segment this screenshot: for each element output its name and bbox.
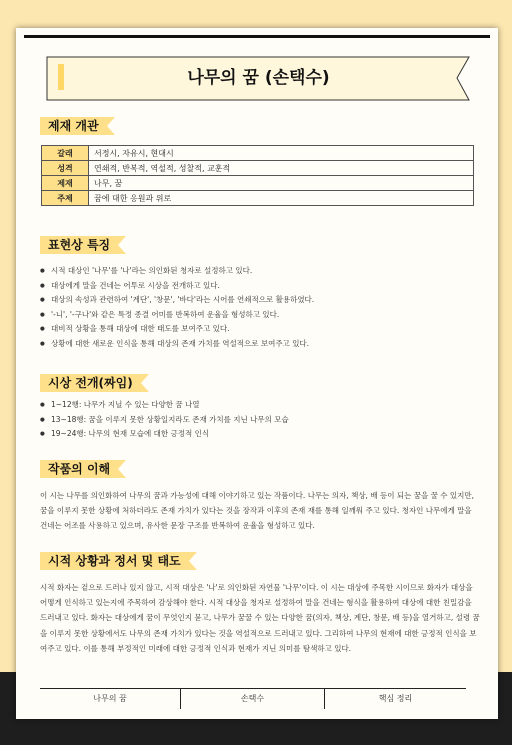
- section-heading-understanding: 작품의 이해: [40, 460, 118, 478]
- section-heading-development: 시상 전개(짜임): [40, 374, 141, 392]
- development-list: [40, 398, 289, 442]
- list-item: ● '-니', '-구나'와 같은 특정 종결 어미를 반복하여 운율을 형성하고 있다.: [40, 308, 314, 323]
- table-row: [42, 191, 474, 206]
- list-item: ● 시적 대상인 '나무'를 '나'라는 의인화된 청자로 설정하고 있다.: [40, 264, 314, 279]
- understanding-paragraph: 이 시는 나무를 의인화하여 나무의 꿈과 가능성에 대해 이야기하고 있는 작품이다. 나무는 의자, 책상, 배 등이 되는 꿈을 꿀 수 있지만, 꿈을 이루지 못한 상황에 처하더라도 존재 가치가 있다는 것을 장작과 이후의 존재 재를 통해 일깨워 주고 있다. 청자인 나무에게 말을 건네는 어조를 사용하고 있으며, 유사한 문장 구조를 반복하여 운율을 형성하고 있다.: [40, 491, 474, 531]
- expression-list: [40, 264, 314, 352]
- section-heading-situation: 시적 상황과 정서 및 태도: [40, 552, 189, 570]
- section-heading-overview: 제재 개관: [40, 117, 107, 135]
- table-key: 주제: [42, 191, 89, 206]
- list-item: ● 대비적 상황을 통해 대상에 대한 태도를 보여주고 있다.: [40, 322, 314, 337]
- table-value: 서정시, 자유시, 현대시: [89, 146, 474, 161]
- table-value: 연쇄적, 반복적, 역설적, 성찰적, 교훈적: [89, 161, 474, 176]
- document-page: [16, 28, 498, 719]
- table-row: [42, 176, 474, 191]
- list-item: ● 19~24행: 나무의 현재 모습에 대한 긍정적 인식: [40, 427, 289, 442]
- list-item: ● 대상의 속성과 관련하여 '계단', '창문', '바다'라는 시어를 연쇄적으로 활용하였다.: [40, 293, 314, 308]
- list-item: ● 1~12행: 나무가 지닐 수 있는 다양한 꿈 나열: [40, 398, 289, 413]
- table-row: [42, 146, 474, 161]
- list-item: ● 13~18행: 꿈을 이루지 못한 상황일지라도 존재 가치를 지닌 나무의 모습: [40, 413, 289, 428]
- table-value: 꿈에 대한 응원과 위로: [89, 191, 474, 206]
- page-title: 나무의 꿈 (손택수): [187, 68, 330, 88]
- list-item: ● 대상에게 말을 건네는 어투로 시상을 전개하고 있다.: [40, 279, 314, 294]
- table-value: 나무, 꿈: [89, 176, 474, 191]
- table-row: [42, 161, 474, 176]
- footer-tab-title[interactable]: 나무의 꿈: [93, 694, 127, 703]
- overview-table: [41, 145, 474, 206]
- footer-tab-author[interactable]: 손택수: [240, 694, 265, 703]
- table-key: 갈래: [42, 146, 89, 161]
- top-rule: [24, 35, 490, 38]
- footer-tab-summary[interactable]: 핵심 정리: [378, 694, 413, 703]
- table-key: 제재: [42, 176, 89, 191]
- title-banner: [46, 56, 471, 101]
- section-heading-expression: 표현상 특징: [40, 236, 118, 254]
- list-item: ● 상황에 대한 새로운 인식을 통해 대상의 존재 가치를 역설적으로 보여주고 있다.: [40, 337, 314, 352]
- table-key: 성격: [42, 161, 89, 176]
- situation-paragraph: 시적 화자는 겉으로 드러나 있지 않고, 시적 대상은 '나'로 의인화된 자연물 '나무'이다. 이 시는 대상에 주목한 시이므로 화자가 대상을 어떻게 인식하고 있는지에 주목하여 감상해야 한다. 시적 대상을 청자로 설정하여 말을 건네는 형식을 활용하여 대상에 대한 친밀감을 드러내고 있다. 화자는 대상에게 꿈이 무엇인지 묻고, 나무가 꿈꿀 수 있는 다양한 꿈(의자, 책상, 계단, 창문, 배 등)을 열거하고, 설령 꿈을 이루지 못한 상황에서도 나무의 존재 가치가 있다는 것을 역설적으로 드러내고 있다. 그리하여 나무의 현재에 대한 긍정적 인식을 보여주고 있다. 이를 통해 부정적인 미래에 대한 긍정적 인식과 현재가 지닌 의미를 탐색하고 있다.: [40, 583, 480, 653]
